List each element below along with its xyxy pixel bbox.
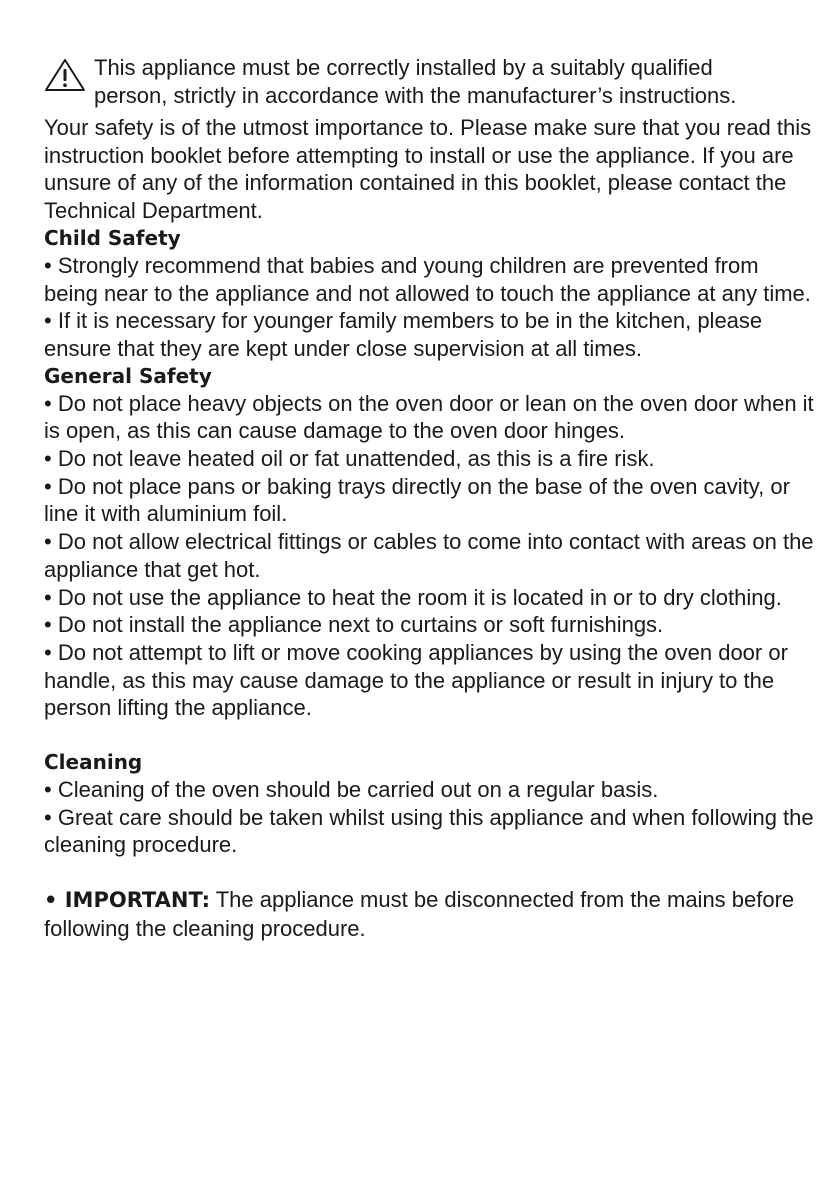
general-safety-list	[44, 390, 814, 722]
list-item: • Do not leave heated oil or fat unattended, as this is a fire risk.	[44, 445, 814, 473]
important-notice: • IMPORTANT: The appliance must be disconnected from the mains before following the cleaning procedure.	[44, 887, 795, 941]
warning-triangle-icon	[44, 58, 86, 92]
important-label: IMPORTANT:	[64, 888, 211, 913]
list-item: • Do not install the appliance next to curtains or soft furnishings.	[44, 611, 814, 639]
list-item: • Do not place pans or baking trays directly on the base of the oven cavity, or line it with aluminium foil.	[44, 473, 814, 528]
warning-text	[94, 54, 736, 110]
list-item: • Do not place heavy objects on the oven door or lean on the oven door when it is open, as this can cause damage to the oven door hinges.	[44, 390, 814, 445]
intro-paragraph: Your safety is of the utmost importance to. Please make sure that you read this instruction booklet before attempting to install or use the appliance. If you are unsure of any of the information contained in this booklet, please contact the Technical Department.	[44, 115, 812, 224]
list-item: • Do not allow electrical fittings or cables to come into contact with areas on the appliance that get hot.	[44, 528, 814, 583]
list-item: • If it is necessary for younger family members to be in the kitchen, please ensure that they are kept under close supervision at all times.	[44, 307, 814, 362]
list-item: • Cleaning of the oven should be carried out on a regular basis.	[44, 776, 814, 804]
important-text: The appliance must be disconnected from the mains before following the cleaning procedure.	[44, 887, 795, 941]
general-safety-heading: General Safety	[44, 363, 212, 388]
cleaning-heading: Cleaning	[44, 750, 143, 775]
installation-warning	[44, 54, 814, 110]
cleaning-list	[44, 776, 814, 859]
child-safety-heading: Child Safety	[44, 225, 181, 250]
list-item: • Strongly recommend that babies and young children are prevented from being near to the appliance and not allowed to touch the appliance at any time.	[44, 252, 814, 307]
document-page	[44, 54, 814, 943]
list-item: • Do not use the appliance to heat the room it is located in or to dry clothing.	[44, 584, 814, 612]
warning-line: person, strictly in accordance with the manufacturer’s instructions.	[94, 83, 737, 108]
list-item: • Great care should be taken whilst using this appliance and when following the cleaning procedure.	[44, 804, 814, 859]
warning-line: This appliance must be correctly installed by a suitably qualified	[94, 55, 713, 80]
list-item: • Do not attempt to lift or move cooking appliances by using the oven door or handle, as this may cause damage to the appliance or result in injury to the person lifting the appliance.	[44, 639, 814, 722]
child-safety-list	[44, 252, 814, 363]
